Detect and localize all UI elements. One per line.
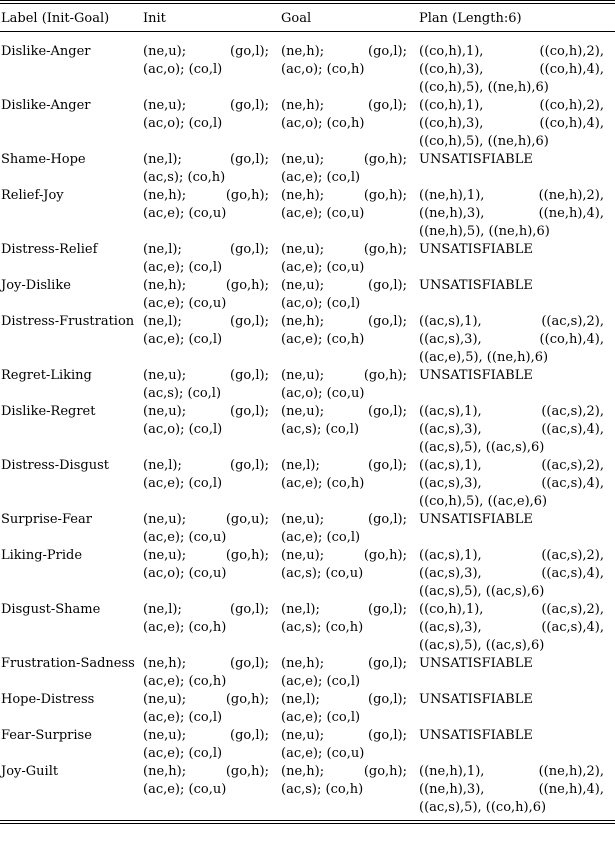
row-label-text: Fear-Surprise	[1, 728, 92, 743]
table-row	[0, 97, 615, 151]
row-goal	[281, 187, 419, 223]
row-goal	[281, 151, 419, 187]
row-label	[0, 43, 143, 61]
row-label	[0, 691, 143, 709]
table-row	[0, 187, 615, 241]
row-plan-text: UNSATISFIABLE	[419, 242, 533, 257]
row-init	[143, 241, 281, 277]
header-init: Init	[143, 11, 166, 26]
row-label-text: Surprise-Fear	[1, 512, 92, 527]
row-plan	[419, 601, 615, 655]
row-goal-text: (ne,u); (go,l); (ac,e); (co,u)	[281, 728, 407, 761]
row-label-text: Dislike-Anger	[1, 98, 91, 113]
row-label-text: Distress-Frustration	[1, 314, 135, 329]
row-label-text: Shame-Hope	[1, 152, 86, 167]
row-goal	[281, 457, 419, 493]
row-label-text: Dislike-Anger	[1, 44, 91, 59]
row-plan-text: UNSATISFIABLE	[419, 368, 533, 383]
row-plan-text: UNSATISFIABLE	[419, 512, 533, 527]
row-plan-text: UNSATISFIABLE	[419, 278, 533, 293]
row-goal	[281, 97, 419, 133]
row-label	[0, 241, 143, 259]
table-row	[0, 691, 615, 727]
row-plan	[419, 655, 615, 673]
row-init-text: (ne,u); (go,u); (ac,e); (co,u)	[143, 512, 269, 545]
row-init	[143, 151, 281, 187]
row-goal	[281, 601, 419, 637]
row-plan-text: UNSATISFIABLE	[419, 152, 533, 167]
row-label	[0, 601, 143, 619]
row-goal-text: (ne,u); (go,l); (ac,s); (co,l)	[281, 404, 407, 437]
row-label	[0, 547, 143, 565]
table-row	[0, 43, 615, 97]
row-init-text: (ne,l); (go,l); (ac,e); (co,l)	[143, 242, 269, 275]
row-goal	[281, 313, 419, 349]
table-row	[0, 547, 615, 601]
row-label-text: Dislike-Regret	[1, 404, 96, 419]
row-plan	[419, 547, 615, 601]
header-label: Label (Init-Goal)	[1, 11, 110, 26]
row-plan	[419, 151, 615, 169]
row-goal	[281, 241, 419, 277]
row-label-text: Relief-Joy	[1, 188, 64, 203]
row-init	[143, 457, 281, 493]
row-plan	[419, 367, 615, 385]
row-init	[143, 403, 281, 439]
row-init	[143, 43, 281, 79]
table-row	[0, 277, 615, 313]
row-label-text: Hope-Distress	[1, 692, 95, 707]
row-init-text: (ne,h); (go,h); (ac,e); (co,u)	[143, 764, 269, 797]
row-init	[143, 511, 281, 547]
row-label-text: Distress-Relief	[1, 242, 98, 257]
row-label	[0, 457, 143, 475]
row-label-text: Liking-Pride	[1, 548, 83, 563]
row-goal-text: (ne,u); (go,h); (ac,e); (co,u)	[281, 242, 407, 275]
row-init-text: (ne,h); (go,l); (ac,e); (co,h)	[143, 656, 269, 689]
row-label	[0, 655, 143, 673]
row-goal-text: (ne,h); (go,h); (ac,e); (co,u)	[281, 188, 407, 221]
table-row	[0, 367, 615, 403]
row-goal	[281, 763, 419, 799]
row-init-text: (ne,h); (go,h); (ac,e); (co,u)	[143, 188, 269, 221]
row-plan-text: ((ac,s),1), ((ac,s),2), ((ac,s),3), ((co,h),4), ((ac,e),5), ((ne,h),6)	[419, 314, 604, 365]
table-row	[0, 763, 615, 817]
row-plan	[419, 277, 615, 295]
row-init-text: (ne,l); (go,l); (ac,s); (co,h)	[143, 152, 269, 185]
row-label	[0, 97, 143, 115]
table-body	[0, 43, 615, 817]
row-init-text: (ne,u); (go,l); (ac,o); (co,l)	[143, 44, 269, 77]
row-plan	[419, 241, 615, 259]
table-row	[0, 151, 615, 187]
row-init-text: (ne,l); (go,l); (ac,e); (co,l)	[143, 458, 269, 491]
table-row	[0, 727, 615, 763]
row-plan	[419, 763, 615, 817]
row-goal-text: (ne,h); (go,l); (ac,e); (co,h)	[281, 314, 407, 347]
row-init	[143, 763, 281, 799]
row-label-text: Distress-Disgust	[1, 458, 109, 473]
row-goal-text: (ne,h); (go,l); (ac,o); (co,h)	[281, 44, 407, 77]
table-row	[0, 313, 615, 367]
row-init-text: (ne,u); (go,h); (ac,e); (co,l)	[143, 692, 269, 725]
row-plan-text: ((co,h),1), ((co,h),2), ((co,h),3), ((co,h),4), ((co,h),5), ((ne,h),6)	[419, 98, 604, 149]
row-goal-text: (ne,l); (go,l); (ac,s); (co,h)	[281, 602, 407, 635]
row-plan-text: ((ne,h),1), ((ne,h),2), ((ne,h),3), ((ne,h),4), ((ne,h),5), ((ne,h),6)	[419, 188, 604, 239]
row-goal-text: (ne,u); (go,l); (ac,e); (co,l)	[281, 512, 407, 545]
row-goal-text: (ne,l); (go,l); (ac,e); (co,l)	[281, 692, 407, 725]
table-row	[0, 511, 615, 547]
table-row	[0, 241, 615, 277]
header-plan: Plan (Length:6)	[419, 11, 522, 26]
row-label	[0, 403, 143, 421]
row-goal-text: (ne,u); (go,l); (ac,o); (co,l)	[281, 278, 407, 311]
row-plan	[419, 43, 615, 97]
row-label	[0, 187, 143, 205]
row-init-text: (ne,h); (go,h); (ac,e); (co,u)	[143, 278, 269, 311]
row-init-text: (ne,u); (go,l); (ac,s); (co,l)	[143, 368, 269, 401]
row-goal	[281, 655, 419, 691]
bottom-rule-inner	[0, 823, 615, 824]
row-plan-text: ((ac,s),1), ((ac,s),2), ((ac,s),3), ((ac,s),4), ((ac,s),5), ((ac,s),6)	[419, 548, 604, 599]
row-plan	[419, 187, 615, 241]
row-label	[0, 313, 143, 331]
row-goal-text: (ne,h); (go,l); (ac,o); (co,h)	[281, 98, 407, 131]
row-goal-text: (ne,h); (go,l); (ac,e); (co,l)	[281, 656, 407, 689]
row-plan-text: ((co,h),1), ((ac,s),2), ((ac,s),3), ((ac,s),4), ((ac,s),5), ((ac,s),6)	[419, 602, 604, 653]
row-plan	[419, 97, 615, 151]
row-plan	[419, 691, 615, 709]
row-goal	[281, 727, 419, 763]
row-goal-text: (ne,l); (go,l); (ac,e); (co,h)	[281, 458, 407, 491]
row-init-text: (ne,l); (go,l); (ac,e); (co,h)	[143, 602, 269, 635]
row-plan-text: ((ac,s),1), ((ac,s),2), ((ac,s),3), ((ac,s),4), ((ac,s),5), ((ac,s),6)	[419, 404, 604, 455]
row-label	[0, 763, 143, 781]
row-init-text: (ne,u); (go,l); (ac,o); (co,l)	[143, 98, 269, 131]
row-goal-text: (ne,h); (go,h); (ac,s); (co,h)	[281, 764, 407, 797]
table-row	[0, 403, 615, 457]
row-init	[143, 601, 281, 637]
row-init-text: (ne,u); (go,h); (ac,o); (co,u)	[143, 548, 269, 581]
row-plan-text: UNSATISFIABLE	[419, 728, 533, 743]
row-plan-text: ((ac,s),1), ((ac,s),2), ((ac,s),3), ((ac,s),4), ((co,h),5), ((ac,e),6)	[419, 458, 604, 509]
row-plan	[419, 403, 615, 457]
row-plan-text: ((ne,h),1), ((ne,h),2), ((ne,h),3), ((ne,h),4), ((ac,s),5), ((co,h),6)	[419, 764, 604, 815]
row-init	[143, 97, 281, 133]
row-init	[143, 691, 281, 727]
row-goal	[281, 691, 419, 727]
row-plan	[419, 727, 615, 745]
row-goal-text: (ne,u); (go,h); (ac,o); (co,u)	[281, 368, 407, 401]
row-init	[143, 367, 281, 403]
row-init-text: (ne,l); (go,l); (ac,e); (co,l)	[143, 314, 269, 347]
row-goal	[281, 547, 419, 583]
row-plan	[419, 511, 615, 529]
row-label-text: Joy-Dislike	[1, 278, 71, 293]
row-init	[143, 277, 281, 313]
row-goal	[281, 277, 419, 313]
row-label-text: Frustration-Sadness	[1, 656, 135, 671]
row-goal	[281, 43, 419, 79]
row-goal-text: (ne,u); (go,h); (ac,s); (co,u)	[281, 548, 407, 581]
row-goal	[281, 511, 419, 547]
row-init	[143, 187, 281, 223]
row-label-text: Joy-Guilt	[1, 764, 59, 779]
row-init	[143, 727, 281, 763]
row-init	[143, 655, 281, 691]
row-plan	[419, 313, 615, 367]
row-label	[0, 367, 143, 385]
row-label	[0, 727, 143, 745]
table-row	[0, 655, 615, 691]
header-goal: Goal	[281, 11, 312, 26]
row-init	[143, 547, 281, 583]
row-init-text: (ne,u); (go,l); (ac,o); (co,l)	[143, 404, 269, 437]
row-init	[143, 313, 281, 349]
row-plan-text: UNSATISFIABLE	[419, 692, 533, 707]
row-plan	[419, 457, 615, 511]
row-goal-text: (ne,u); (go,h); (ac,e); (co,l)	[281, 152, 407, 185]
table-row	[0, 601, 615, 655]
table-row	[0, 457, 615, 511]
row-label	[0, 151, 143, 169]
row-label-text: Regret-Liking	[1, 368, 92, 383]
row-goal	[281, 367, 419, 403]
row-init-text: (ne,u); (go,l); (ac,e); (co,l)	[143, 728, 269, 761]
row-goal	[281, 403, 419, 439]
row-plan-text: UNSATISFIABLE	[419, 656, 533, 671]
row-label	[0, 277, 143, 295]
row-plan-text: ((co,h),1), ((co,h),2), ((co,h),3), ((co,h),4), ((co,h),5), ((ne,h),6)	[419, 44, 604, 95]
row-label-text: Disgust-Shame	[1, 602, 101, 617]
row-label	[0, 511, 143, 529]
header-row	[0, 4, 615, 31]
